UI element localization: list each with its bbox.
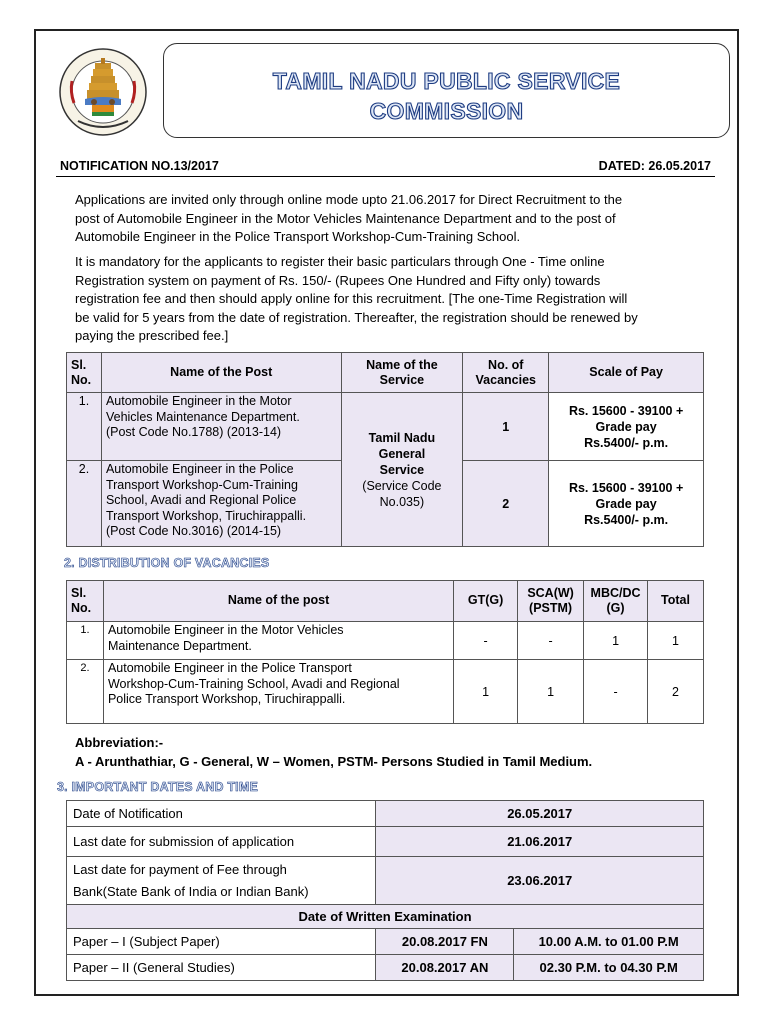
text-line: (Service Code [362, 478, 442, 493]
col-header-vacancies [463, 353, 549, 393]
col-header-service [341, 353, 463, 393]
table-header-row [67, 353, 704, 393]
table-row [67, 622, 704, 660]
text-line: paying the prescribed fee.] [75, 328, 229, 343]
header-text: SCA(W) [527, 585, 574, 600]
col-header-sl [67, 581, 104, 622]
section-3-heading: 3. IMPORTANT DATES AND TIME [57, 780, 258, 794]
cell-post [103, 622, 453, 660]
text-line: Tamil Nadu [368, 430, 436, 445]
cell-vacancies: 1 [463, 393, 549, 461]
header-text: No. [71, 372, 92, 387]
table-row [67, 393, 704, 461]
table-row [67, 660, 704, 724]
text-line: Maintenance Department. [107, 638, 252, 653]
cell-paper-label: Paper – II (General Studies) [67, 955, 376, 981]
text-line: Automobile Engineer in the Police [105, 462, 294, 476]
header-text: No. of [488, 357, 524, 372]
text-line: registration fee and then should apply online for this recruitment. [The one-Time Registration will [75, 291, 628, 306]
cell-value: 26.05.2017 [376, 801, 704, 827]
cell-paper-time: 02.30 P.M. to 04.30 P.M [514, 955, 704, 981]
table-row [67, 827, 704, 857]
col-header-name: Name of the post [103, 581, 453, 622]
cell-pay [549, 393, 704, 461]
text-line: Vehicles Maintenance Department. [105, 409, 300, 424]
text-line: Service [379, 462, 425, 477]
cell-sca: 1 [518, 660, 584, 724]
intro-paragraph-1 [75, 191, 696, 247]
col-header-sca [518, 581, 584, 622]
table-row [67, 801, 704, 827]
exam-heading: Date of Written Examination [67, 905, 704, 929]
cell-post [101, 461, 341, 547]
text-line: No.035) [379, 494, 425, 509]
cell-paper-time: 10.00 A.M. to 01.00 P.M [514, 929, 704, 955]
cell-label [67, 857, 376, 905]
abbreviation-text: A - Arunthathiar, G - General, W – Women, PSTM- Persons Studied in Tamil Medium. [75, 754, 593, 769]
cell-gt: 1 [454, 660, 518, 724]
cell-pay [549, 461, 704, 547]
title-line-1: TAMIL NADU PUBLIC SERVICE [272, 68, 621, 94]
col-header-mbc [584, 581, 648, 622]
header-text: No. [71, 601, 92, 615]
text-line: School, Avadi and Regional Police [105, 493, 297, 507]
text-line: Automobile Engineer in the Police Transport [107, 661, 352, 675]
table-header-row [67, 581, 704, 622]
intro-paragraph-2 [75, 253, 696, 346]
col-header-total: Total [648, 581, 704, 622]
text-line: Rs. 15600 - 39100 + [568, 403, 684, 418]
notification-number: NOTIFICATION NO.13/2017 [60, 159, 219, 173]
header-text: Sl. [71, 357, 87, 372]
text-line: Applications are invited only through online mode upto 21.06.2017 for Direct Recruitment to the [75, 192, 623, 207]
text-line: Transport Workshop-Cum-Training [105, 477, 298, 492]
text-line: be valid for 5 years from the date of registration. Thereafter, the registration should be renewed by [75, 309, 638, 325]
text-line: Registration system on payment of Rs. 150/- (Rupees One Hundred and Fifty only) towards [75, 272, 601, 288]
abbreviation-block [75, 733, 592, 771]
cell-sl: 2. [67, 660, 104, 724]
cell-paper-date: 20.08.2017 AN [376, 955, 514, 981]
cell-sl: 1. [67, 622, 104, 660]
notification-date: DATED: 26.05.2017 [598, 159, 711, 173]
important-dates-table [66, 800, 704, 981]
text-line: Police Transport Workshop, Tiruchirappalli. [107, 692, 346, 706]
text-line: Grade pay [595, 496, 657, 511]
cell-post [101, 393, 341, 461]
cell-value: 23.06.2017 [376, 857, 704, 905]
cell-mbc: - [584, 660, 648, 724]
text-line: post of Automobile Engineer in the Motor Vehicles Maintenance Department and to the post of [75, 210, 616, 226]
text-line: Rs.5400/- p.m. [584, 512, 669, 527]
text-line: Transport Workshop, Tiruchirappalli. [105, 508, 307, 523]
notification-bar [56, 157, 715, 177]
text-line: Grade pay [595, 419, 657, 434]
text-line: It is mandatory for the applicants to register their basic particulars through One - Time online [75, 254, 605, 269]
text-line: Last date for payment of Fee through [73, 861, 287, 877]
cell-sl: 1. [67, 393, 102, 461]
cell-sl: 2. [67, 461, 102, 547]
abbreviation-label: Abbreviation:- [75, 735, 164, 750]
header-text: MBC/DC [590, 585, 641, 600]
cell-total: 2 [648, 660, 704, 724]
text-line: General [378, 446, 426, 461]
cell-sca: - [518, 622, 584, 660]
text-line: Automobile Engineer in the Motor [105, 394, 292, 408]
col-header-name: Name of the Post [101, 353, 341, 393]
header-text: (PSTM) [529, 601, 573, 615]
title-line-2: COMMISSION [369, 98, 524, 124]
cell-value: 21.06.2017 [376, 827, 704, 857]
table-row [67, 955, 704, 981]
table-row [67, 929, 704, 955]
cell-vacancies: 2 [463, 461, 549, 547]
header-text: Vacancies [475, 372, 536, 387]
cell-label: Date of Notification [67, 801, 376, 827]
cell-service [341, 393, 463, 547]
col-header-sl [67, 353, 102, 393]
cell-post [103, 660, 453, 724]
cell-paper-label: Paper – I (Subject Paper) [67, 929, 376, 955]
col-header-pay: Scale of Pay [549, 353, 704, 393]
posts-table [66, 352, 704, 547]
tamil-nadu-emblem-icon [58, 47, 148, 137]
text-line: (Post Code No.3016) (2014-15) [105, 524, 282, 538]
text-line: Bank(State Bank of India or Indian Bank) [73, 883, 309, 899]
cell-paper-date: 20.08.2017 FN [376, 929, 514, 955]
cell-mbc: 1 [584, 622, 648, 660]
header-text: Name of the [366, 357, 438, 372]
cell-total: 1 [648, 622, 704, 660]
distribution-table [66, 580, 704, 724]
page-title [163, 66, 730, 126]
col-header-gt: GT(G) [454, 581, 518, 622]
text-line: Workshop-Cum-Training School, Avadi and Regional [107, 676, 400, 691]
table-row [67, 857, 704, 905]
text-line: (Post Code No.1788) (2013-14) [105, 425, 282, 439]
section-2-heading: 2. DISTRIBUTION OF VACANCIES [64, 556, 270, 570]
text-line: Rs.5400/- p.m. [584, 435, 669, 450]
text-line: Rs. 15600 - 39100 + [568, 480, 684, 495]
header-text: Service [379, 372, 425, 387]
header-text: Sl. [71, 585, 87, 600]
table-row [67, 905, 704, 929]
text-line: Automobile Engineer in the Motor Vehicles [107, 623, 344, 637]
cell-gt: - [454, 622, 518, 660]
header-text: (G) [606, 601, 625, 615]
cell-label: Last date for submission of application [67, 827, 376, 857]
text-line: Automobile Engineer in the Police Transport Workshop-Cum-Training School. [75, 229, 521, 244]
